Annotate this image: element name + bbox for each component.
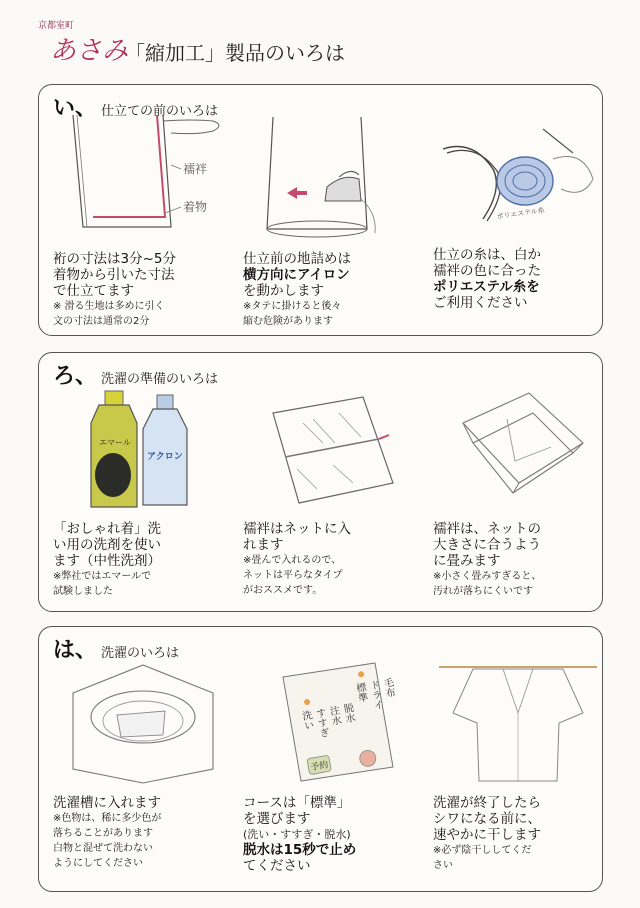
illus-label-juban: 襦袢 xyxy=(183,162,208,176)
main-line: 着物から引いた寸法 xyxy=(53,267,175,283)
main-line: 仕立の糸は、白か xyxy=(433,247,541,263)
note-line: ※色物は、稀に多少色が xyxy=(53,813,162,824)
panel-label-blanket: 毛布 xyxy=(380,677,395,699)
kimono-sleeve-illustration xyxy=(53,109,223,237)
panel-label-rinse: すすぎ xyxy=(312,707,329,739)
note-line: ※小さく畳みすぎると、 xyxy=(433,571,542,582)
note-line: さい xyxy=(433,860,453,871)
main-line: ご利用ください xyxy=(433,295,528,311)
illus-label-acron: アクロン xyxy=(147,452,183,462)
main-line: 仕立前の地詰めは xyxy=(243,251,351,267)
section-title: 洗濯の準備のいろは xyxy=(101,372,219,387)
main-line: 裄の寸法は3分~5分 xyxy=(53,251,176,267)
note-line: ※必ず陰干ししてくだ xyxy=(433,845,532,856)
panel-label-spin: 脱水 xyxy=(340,702,355,724)
main-line: れます xyxy=(243,537,284,553)
main-line: 「おしゃれ着」洗 xyxy=(53,521,161,537)
laundry-net-illustration xyxy=(243,383,413,511)
note-line: 縮む危険があります xyxy=(243,316,333,327)
section-title: 洗濯のいろは xyxy=(101,646,180,661)
section-letter: は、 xyxy=(53,638,98,663)
main-line-bold: ポリエステル糸を xyxy=(433,279,540,295)
illus-label-emal: エマール xyxy=(99,438,131,447)
main-line: 襦袢は、ネットの xyxy=(433,521,541,537)
brand-logo: あさみ xyxy=(50,36,129,66)
note-line: がおススメです。 xyxy=(243,585,323,596)
illus-label-thread: ポリエステル糸 xyxy=(496,206,546,221)
item-text xyxy=(433,795,603,873)
item-text xyxy=(433,247,603,311)
main-line: 襦袢の色に合った xyxy=(433,263,541,279)
main-line: を動かします xyxy=(243,283,324,299)
note-line: 白物と混ぜて洗わない xyxy=(53,843,153,854)
main-line: で仕立てます xyxy=(53,283,134,299)
note-line: 文の寸法は通常の2分 xyxy=(53,316,150,327)
item-text xyxy=(53,521,223,599)
section-washing xyxy=(38,626,603,892)
item-text xyxy=(243,795,413,874)
item-text xyxy=(243,251,413,329)
note-line: ようにしてください xyxy=(53,858,143,869)
main-line: 洗濯が終了したら xyxy=(433,795,541,811)
main-line: コースは「標準」 xyxy=(243,795,351,811)
hanging-kimono-illustration xyxy=(433,653,603,781)
note-line: 試験しました xyxy=(53,586,113,597)
item-text xyxy=(243,521,413,598)
main-line: い用の洗剤を使い xyxy=(53,537,161,553)
main-line: を選びます xyxy=(243,811,311,827)
section-letter: い、 xyxy=(53,96,98,121)
section-title: 仕立ての前のいろは xyxy=(101,104,219,119)
page-header xyxy=(0,0,640,80)
note-line: 汚れが落ちにくいです xyxy=(433,586,533,597)
item-text xyxy=(53,251,223,329)
main-line-bold: 脱水は15秒で止め xyxy=(243,842,357,858)
illus-label-kimono: 着物 xyxy=(183,200,208,214)
detergent-bottles-illustration xyxy=(53,383,223,511)
main-line: 大きさに合うよう xyxy=(433,537,541,553)
main-line: ます（中性洗剤） xyxy=(53,553,161,569)
folded-juban-illustration xyxy=(433,383,603,511)
page-title: 「縮加工」製品のいろは xyxy=(125,41,345,65)
panel-button-label: 予約 xyxy=(309,760,330,774)
note-line: 落ちることがあります xyxy=(53,828,153,839)
section-letter: ろ、 xyxy=(53,364,98,389)
washing-machine-illustration xyxy=(53,653,223,781)
control-panel-illustration xyxy=(243,657,413,785)
note-line: ※畳んで入れるので、 xyxy=(243,555,342,566)
note-line: (洗い・すすぎ・脱水) xyxy=(243,828,351,841)
panel-label-wash: 洗い xyxy=(299,709,314,732)
main-line: 襦袢はネットに入 xyxy=(243,521,351,537)
panel-label-water: 注水 xyxy=(326,704,341,727)
panel-label-standard: 標準 xyxy=(353,681,368,704)
brand-location: 京都室町 xyxy=(38,21,75,31)
item-text xyxy=(433,521,603,599)
note-line: ※タテに掛けると後々 xyxy=(243,301,342,312)
main-line: シワになる前に、 xyxy=(433,811,541,827)
iron-illustration xyxy=(243,109,413,237)
thread-spool-illustration xyxy=(433,109,603,237)
note-line: ※ 滑る生地は多めに引く xyxy=(53,301,165,312)
panel-label-dry: ドライ xyxy=(366,679,383,711)
note-line: ネットは平らなタイプ xyxy=(243,570,343,581)
main-line: に畳みます xyxy=(433,553,501,569)
note-line: ※弊社ではエマールで xyxy=(53,571,152,582)
section-tailoring xyxy=(38,84,603,336)
main-line: 速やかに干します xyxy=(433,827,541,843)
main-line-bold: 横方向にアイロン xyxy=(243,267,350,283)
main-line: てください xyxy=(243,858,311,874)
item-text xyxy=(53,795,223,871)
section-wash-prep xyxy=(38,352,603,612)
main-line: 洗濯槽に入れます xyxy=(53,795,161,811)
